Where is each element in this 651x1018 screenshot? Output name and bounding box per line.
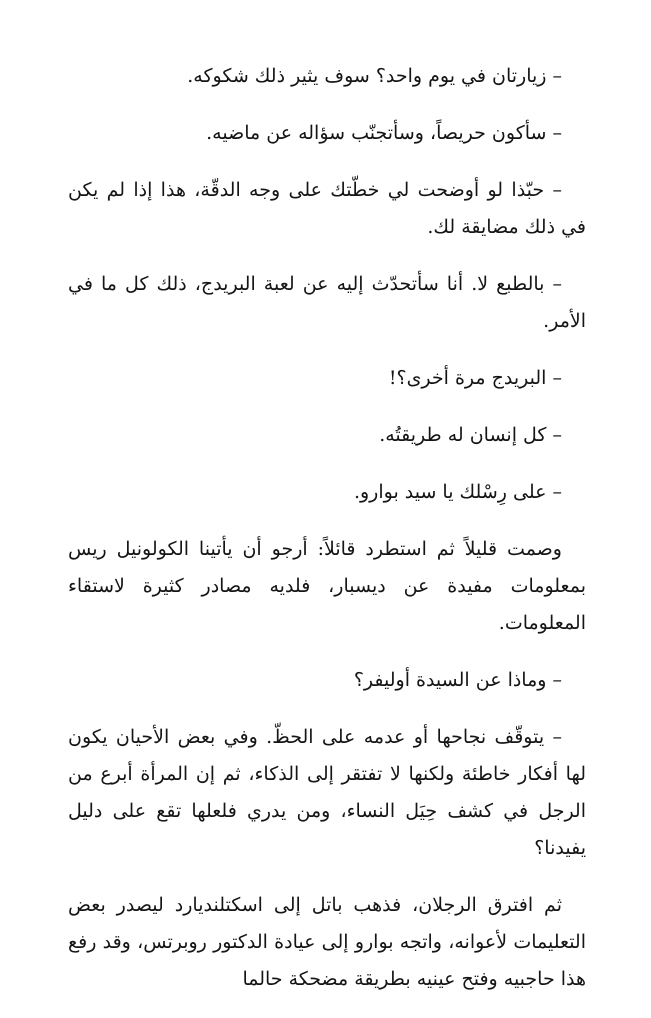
dialogue-line-9: – يتوقّف نجاحها أو عدمه على الحظّ. وفي بعض الأحيان يكون لها أفكار خاطئة ولكنها لا تفتقر إلى الذكاء، ثم إن المرأة أبرع من الرجل في كشف حِيَل النساء، ومن يدري فلعلها تقع على دليل يفيدنا؟: [68, 726, 586, 859]
dialogue-line-5: – البريدج مرة أخرى؟!: [388, 367, 562, 389]
dialogue-line-8: – وماذا عن السيدة أوليفر؟: [353, 669, 562, 691]
narration-paragraph-2: ثم افترق الرجلان، فذهب باتل إلى اسكتلنديارد ليصدر بعض التعليمات لأعوانه، واتجه بوارو إلى عيادة الدكتور روبرتس، وقد رفع هذا حاجبيه وفتح عينيه بطريقة مضحكة حالما: [68, 894, 586, 990]
book-page-text: [68, 58, 586, 1018]
narration-paragraph-1: وصمت قليلاً ثم استطرد قائلاً: أرجو أن يأتينا الكولونيل ريس بمعلومات مفيدة عن ديسبار، فلديه مصادر كثيرة لاستقاء المعلومات.: [68, 538, 586, 634]
dialogue-line-2: – سأكون حريصاً، وسأتجنّب سؤاله عن ماضيه.: [206, 122, 562, 144]
dialogue-line-1: – زيارتان في يوم واحد؟ سوف يثير ذلك شكوكه.: [187, 65, 562, 87]
dialogue-line-3: – حبّذا لو أوضحت لي خطّتك على وجه الدقّة، هذا إذا لم يكن في ذلك مضايقة لك.: [68, 179, 586, 238]
dialogue-line-4: – بالطبع لا. أنا سأتحدّث إليه عن لعبة البريدج، ذلك كل ما في الأمر.: [68, 273, 586, 332]
dialogue-line-7: – على رِسْلك يا سيد بوارو.: [353, 481, 562, 503]
dialogue-line-6: – كل إنسان له طريقتُه.: [379, 424, 562, 446]
